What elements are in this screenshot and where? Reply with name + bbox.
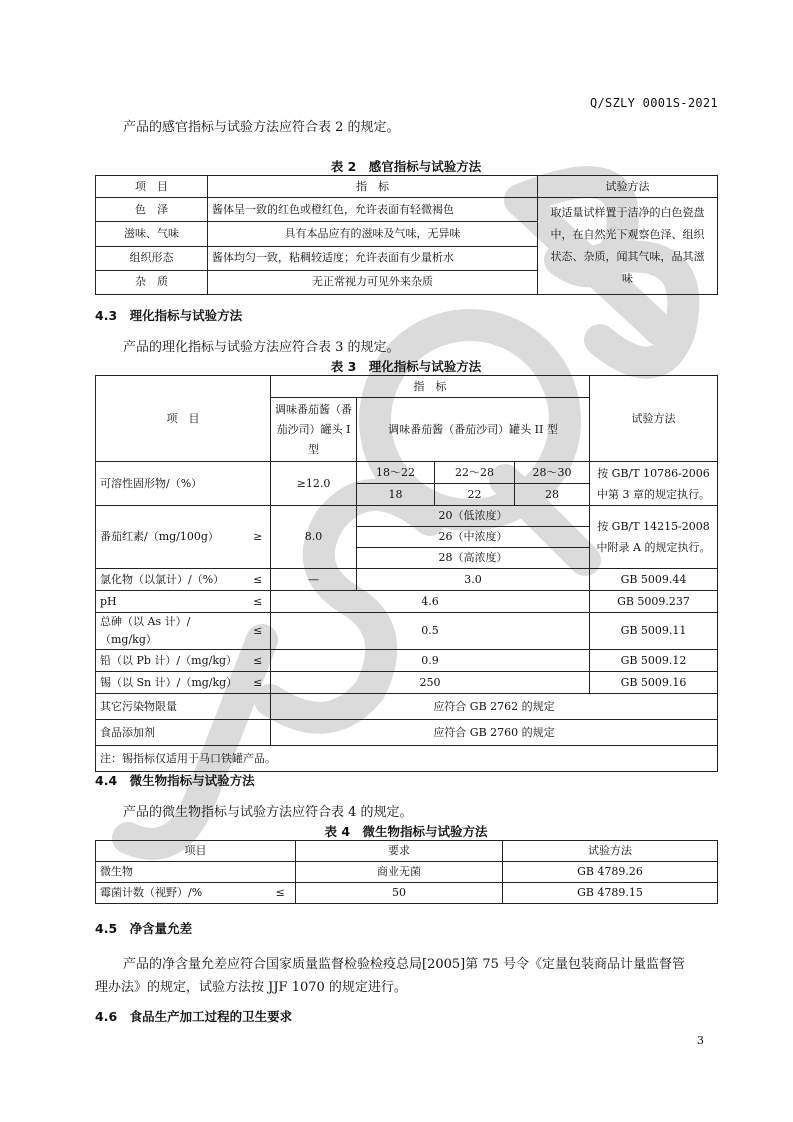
section-4-3-title: 4.3 理化指标与试验方法 (95, 308, 243, 323)
section-4-5-title: 4.5 净含量允差 (95, 921, 193, 936)
t3-head-type1: 调味番茄酱（番茄沙司）罐头 I 型 (271, 398, 357, 462)
t2-spec: 酱体呈一致的红色或橙红色，允许表面有轻微褐色 (208, 198, 538, 222)
t2-item: 组织形态 (96, 246, 208, 270)
t3-lead-method: GB 5009.12 (590, 650, 718, 672)
table3 (95, 375, 718, 772)
t4-head-req: 要求 (296, 841, 503, 862)
t4-req: 50 (296, 883, 503, 904)
t2-spec: 具有本品应有的滋味及气味，无异味 (208, 222, 538, 246)
t2-head-spec: 指 标 (208, 176, 538, 198)
t3-chloride-t2: 3.0 (357, 569, 590, 591)
section-4-6-title: 4.6 食品生产加工过程的卫生要求 (95, 1009, 293, 1024)
t3-head-spec: 指 标 (271, 376, 590, 398)
t3-solid-t1: ≥12.0 (271, 462, 357, 506)
t2-spec: 无正常视力可见外来杂质 (208, 270, 538, 294)
t3-tin-val: 250 (271, 672, 590, 694)
t3-chloride-name: 氯化物（以氯计）/（%） (96, 569, 246, 591)
t4-sym: ≤ (266, 883, 296, 904)
t4-item: 霉菌计数（视野）/% (96, 883, 266, 904)
t3-lyc-high: 28（高浓度） (357, 548, 590, 569)
t3-lyc-low: 20（低浓度） (357, 506, 590, 527)
t4-item: 微生物 (96, 862, 266, 883)
t3-solid-v2: 22 (435, 484, 515, 506)
section-4-5-line2: 理办法》的规定，试验方法按 JJF 1070 的规定进行。 (95, 980, 407, 995)
section-4-3-text: 产品的理化指标与试验方法应符合表 3 的规定。 (123, 340, 400, 355)
t3-solid-v3: 28 (515, 484, 590, 506)
t3-lyc-sym: ≥ (246, 506, 271, 569)
t4-method: GB 4789.26 (503, 862, 718, 883)
t3-chloride-method: GB 5009.44 (590, 569, 718, 591)
t3-solid-r1: 18～22 (357, 462, 435, 484)
standard-number: Q/SZLY 0001S-2021 (590, 96, 718, 110)
t4-req: 商业无菌 (296, 862, 503, 883)
t3-contam-val: 应符合 GB 2762 的规定 (271, 694, 718, 720)
section-4-5-line1: 产品的净含量允差应符合国家质量监督检验检疫总局[2005]第 75 号令《定量包装商品计量监督管 (123, 957, 686, 972)
t3-solid-method: 按 GB/T 10786-2006 中第 3 章的规定执行。 (590, 462, 718, 506)
table4-caption: 表 4 微生物指标与试验方法 (324, 824, 488, 839)
t3-head-method: 试验方法 (590, 376, 718, 462)
t3-note: 注：锡指标仅适用于马口铁罐产品。 (96, 746, 718, 772)
t3-ph-method: GB 5009.237 (590, 591, 718, 613)
t3-lead-sym: ≤ (246, 650, 271, 672)
t3-lyc-t1: 8.0 (271, 506, 357, 569)
t3-solid-name: 可溶性固形物/（%） (96, 462, 271, 506)
section-4-4-text: 产品的微生物指标与试验方法应符合表 4 的规定。 (123, 805, 413, 820)
t3-ph-sym: ≤ (246, 591, 271, 613)
t3-lyc-mid: 26（中浓度） (357, 527, 590, 548)
intro-sensory: 产品的感官指标与试验方法应符合表 2 的规定。 (123, 120, 400, 135)
t3-solid-v1: 18 (357, 484, 435, 506)
t3-additive-name: 食品添加剂 (96, 720, 271, 746)
t3-lyc-name: 番茄红素/（mg/100g） (96, 506, 246, 569)
t3-tin-method: GB 5009.16 (590, 672, 718, 694)
t2-item: 色 泽 (96, 198, 208, 222)
section-4-4-title: 4.4 微生物指标与试验方法 (95, 773, 255, 788)
t3-solid-r2: 22～28 (435, 462, 515, 484)
t3-chloride-t1: — (271, 569, 357, 591)
t3-arsenic-name: 总砷（以 As 计）/（mg/kg） (96, 613, 246, 650)
t3-arsenic-method: GB 5009.11 (590, 613, 718, 650)
table2-caption: 表 2 感官指标与试验方法 (330, 159, 482, 174)
t3-lyc-method: 按 GB/T 14215-2008 中附录 A 的规定执行。 (590, 506, 718, 569)
t3-head-type2: 调味番茄酱（番茄沙司）罐头 II 型 (357, 398, 590, 462)
t3-tin-name: 锡（以 Sn 计）/（mg/kg） (96, 672, 246, 694)
t3-head-item: 项 目 (96, 376, 271, 462)
page-number: 3 (697, 1034, 704, 1047)
t3-additive-val: 应符合 GB 2760 的规定 (271, 720, 718, 746)
t3-contam-name: 其它污染物限量 (96, 694, 271, 720)
t4-head-item: 项目 (96, 841, 296, 862)
t3-tin-sym: ≤ (246, 672, 271, 694)
table4 (95, 840, 718, 904)
table2 (95, 175, 718, 295)
t2-item: 杂 质 (96, 270, 208, 294)
t2-item: 滋味、气味 (96, 222, 208, 246)
t3-lead-name: 铅（以 Pb 计）/（mg/kg） (96, 650, 246, 672)
t3-ph-name: pH (96, 591, 246, 613)
t3-arsenic-val: 0.5 (271, 613, 590, 650)
t4-method: GB 4789.15 (503, 883, 718, 904)
t3-ph-val: 4.6 (271, 591, 590, 613)
t2-head-item: 项 目 (96, 176, 208, 198)
t4-head-method: 试验方法 (503, 841, 718, 862)
t2-spec: 酱体均匀一致，粘稠较适度；允许表面有少量析水 (208, 246, 538, 270)
t3-arsenic-sym: ≤ (246, 613, 271, 650)
t3-solid-r3: 28～30 (515, 462, 590, 484)
t3-lead-val: 0.9 (271, 650, 590, 672)
t3-chloride-sym: ≤ (246, 569, 271, 591)
t2-method: 取适量试样置于洁净的白色瓷盘中，在自然光下观察色泽、组织状态、杂质，闻其气味，品其滋味 (538, 198, 718, 295)
t2-head-method: 试验方法 (538, 176, 718, 198)
table3-caption: 表 3 理化指标与试验方法 (330, 359, 482, 374)
t4-sym (266, 862, 296, 883)
